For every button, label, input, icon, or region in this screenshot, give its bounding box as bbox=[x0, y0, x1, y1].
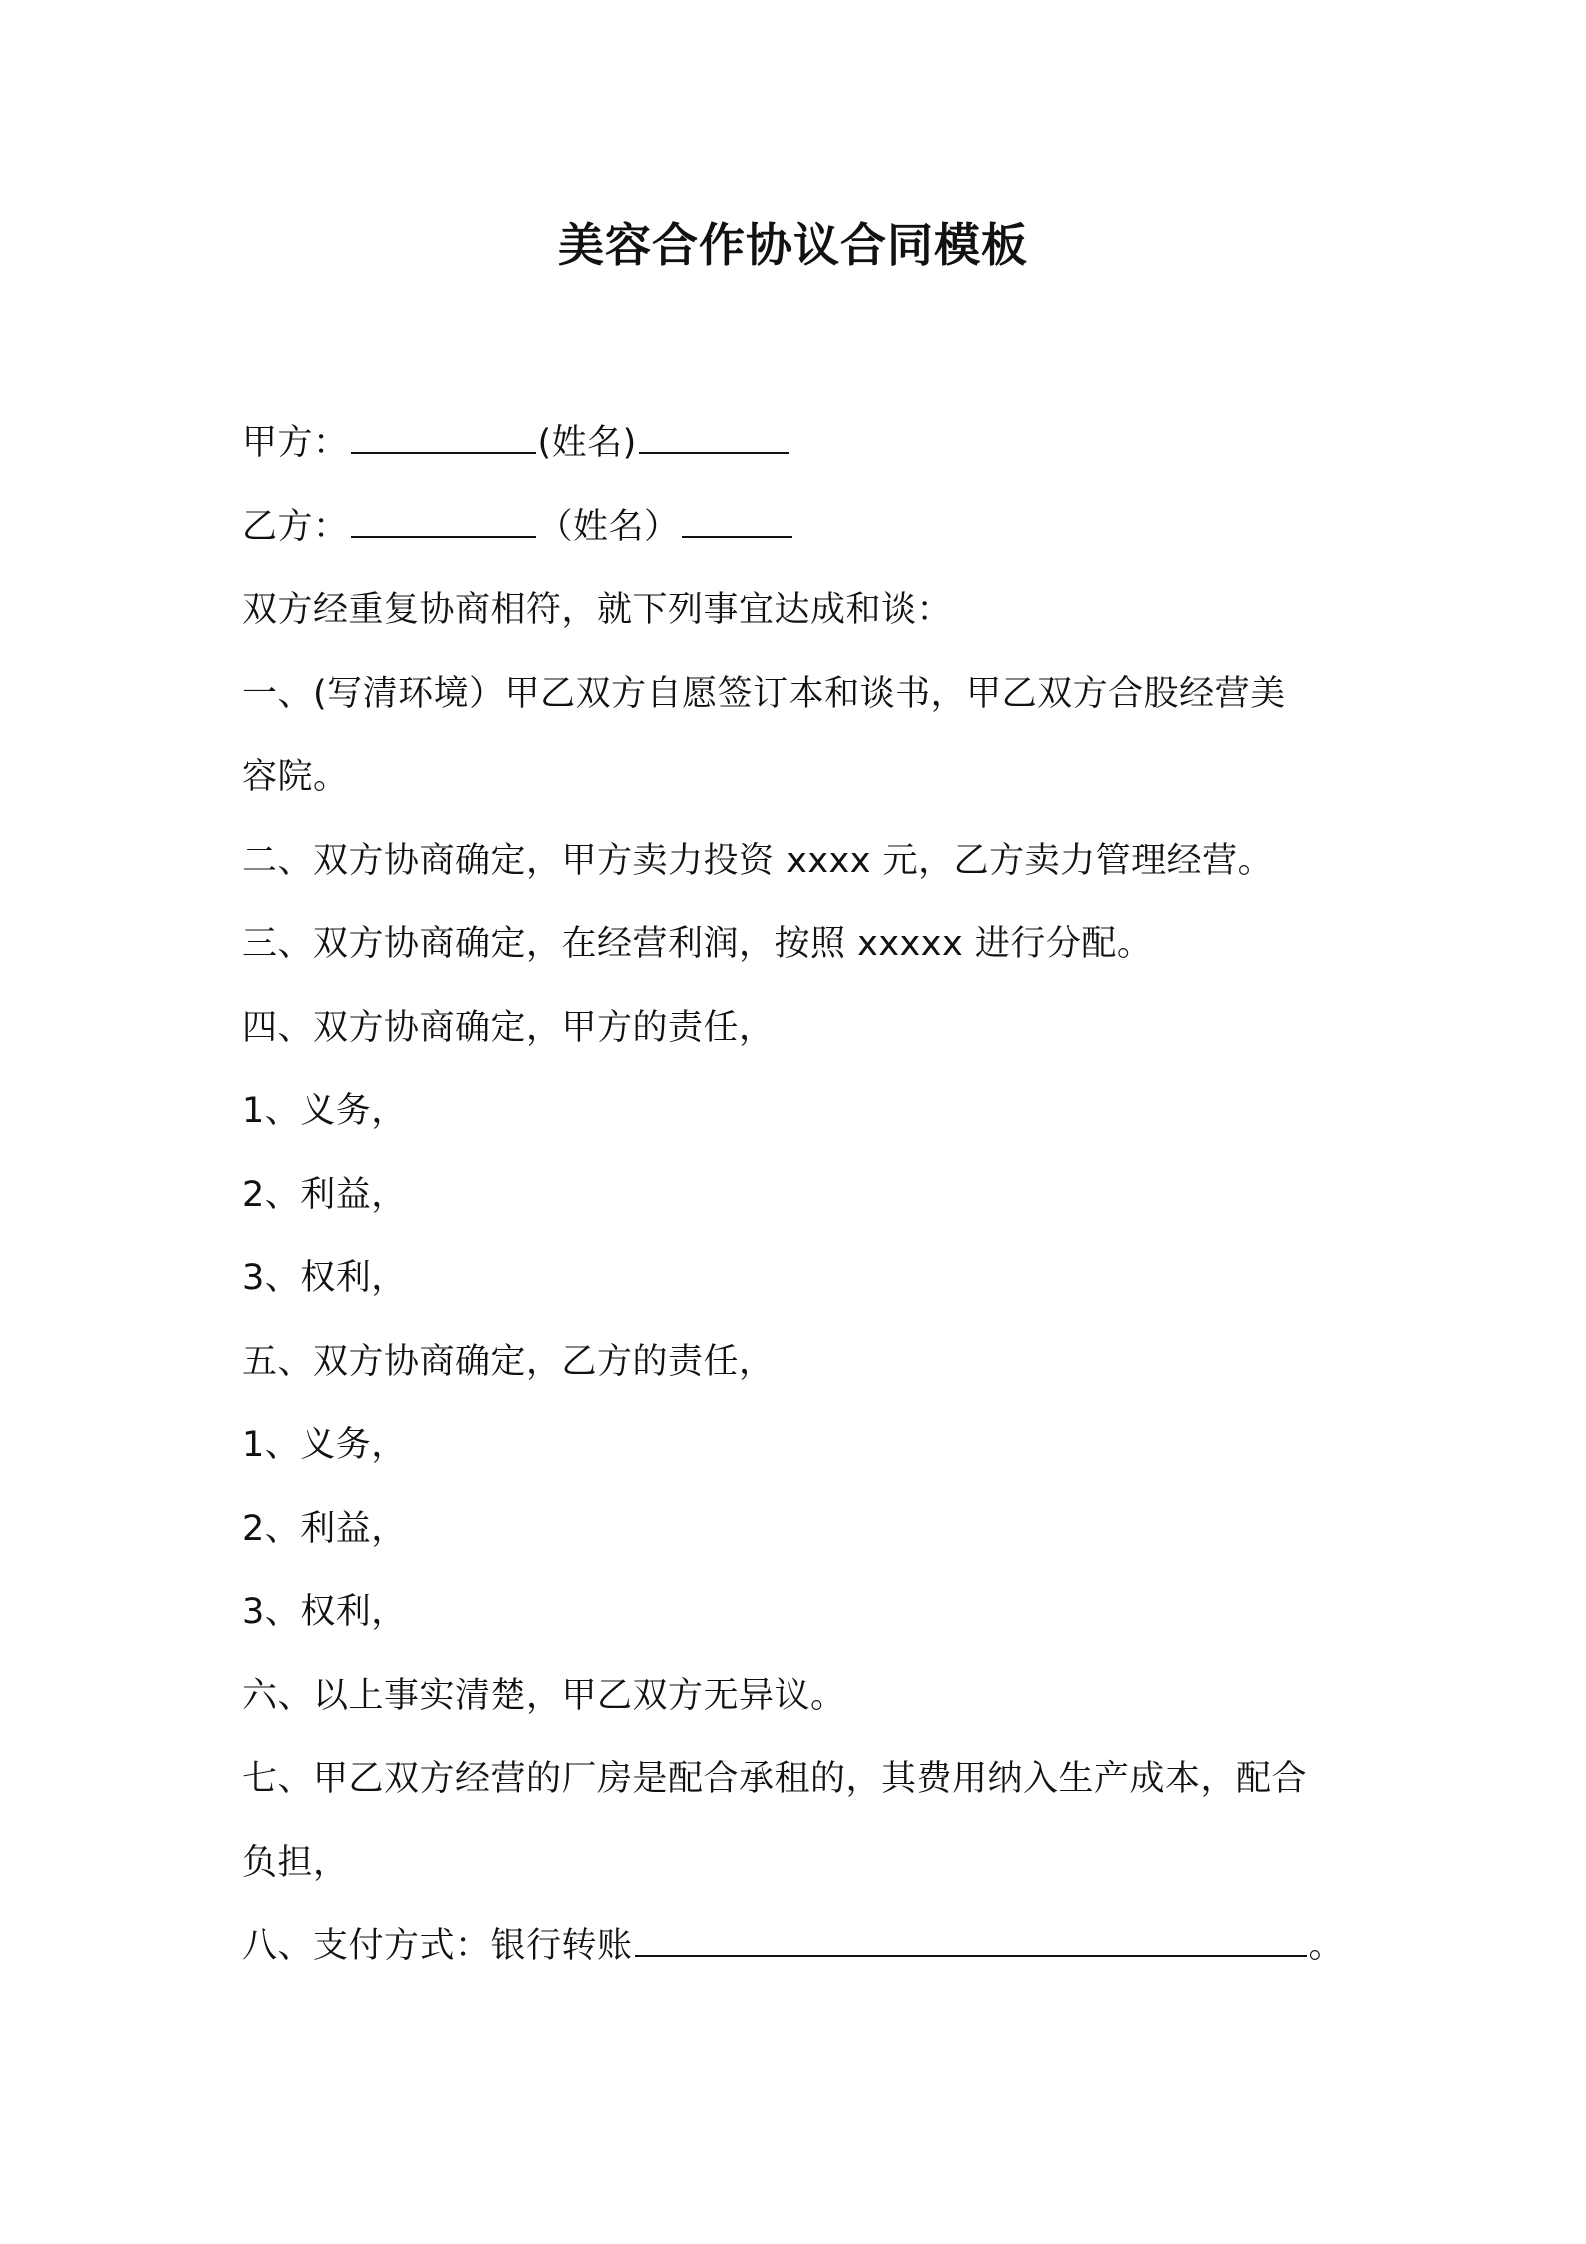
payment-account-blank bbox=[635, 1925, 1307, 1957]
clause-8-suffix: 。 bbox=[1308, 1926, 1345, 1966]
clause-7-line-2: 负担， bbox=[242, 1842, 349, 1883]
party-a-label: 甲方： bbox=[242, 423, 349, 463]
clause-5-item-1: 1、义务， bbox=[242, 1425, 407, 1465]
clause-1-line-2: 容院。 bbox=[242, 757, 349, 797]
party-a-name-hint: (姓名) bbox=[537, 423, 637, 463]
intro-paragraph: 双方经重复协商相符，就下列事宜达成和谈： bbox=[242, 590, 953, 630]
party-a-blank-1 bbox=[351, 422, 536, 454]
party-a-line bbox=[242, 402, 1372, 486]
document-title: 美容合作协议合同模板 bbox=[558, 218, 1028, 272]
clause-4-item-1: 1、义务， bbox=[242, 1091, 407, 1131]
clause-5-item-3: 3、权利， bbox=[242, 1592, 407, 1632]
party-b-label: 乙方： bbox=[242, 506, 349, 547]
clause-8 bbox=[242, 1905, 1372, 1989]
party-b-blank-1 bbox=[351, 506, 536, 538]
clause-7-line-1: 七、甲乙双方经营的厂房是配合承租的，其费用纳入生产成本，配合 bbox=[242, 1759, 1308, 1799]
document-body bbox=[242, 402, 1372, 1989]
party-a-blank-2 bbox=[639, 422, 789, 454]
clause-5-item-2: 2、利益， bbox=[242, 1508, 407, 1549]
clause-8-prefix: 八、支付方式：银行转账 bbox=[242, 1926, 633, 1966]
clause-4: 四、双方协商确定，甲方的责任， bbox=[242, 1007, 775, 1048]
clause-1-line-1: 一、(写清环境）甲乙双方自愿签订本和谈书，甲乙双方合股经营美 bbox=[242, 673, 1286, 714]
party-b-line bbox=[242, 486, 1372, 570]
party-b-name-hint: （姓名） bbox=[537, 506, 680, 547]
clause-4-item-2: 2、利益， bbox=[242, 1174, 407, 1215]
clause-5: 五、双方协商确定，乙方的责任， bbox=[242, 1341, 775, 1382]
party-b-blank-2 bbox=[682, 506, 792, 538]
clause-4-item-3: 3、权利， bbox=[242, 1258, 407, 1298]
clause-3: 三、双方协商确定，在经营利润，按照 xxxxx 进行分配。 bbox=[242, 924, 1153, 964]
clause-2: 二、双方协商确定，甲方卖力投资 xxxx 元，乙方卖力管理经营。 bbox=[242, 840, 1274, 881]
clause-6: 六、以上事实清楚，甲乙双方无异议。 bbox=[242, 1675, 846, 1716]
